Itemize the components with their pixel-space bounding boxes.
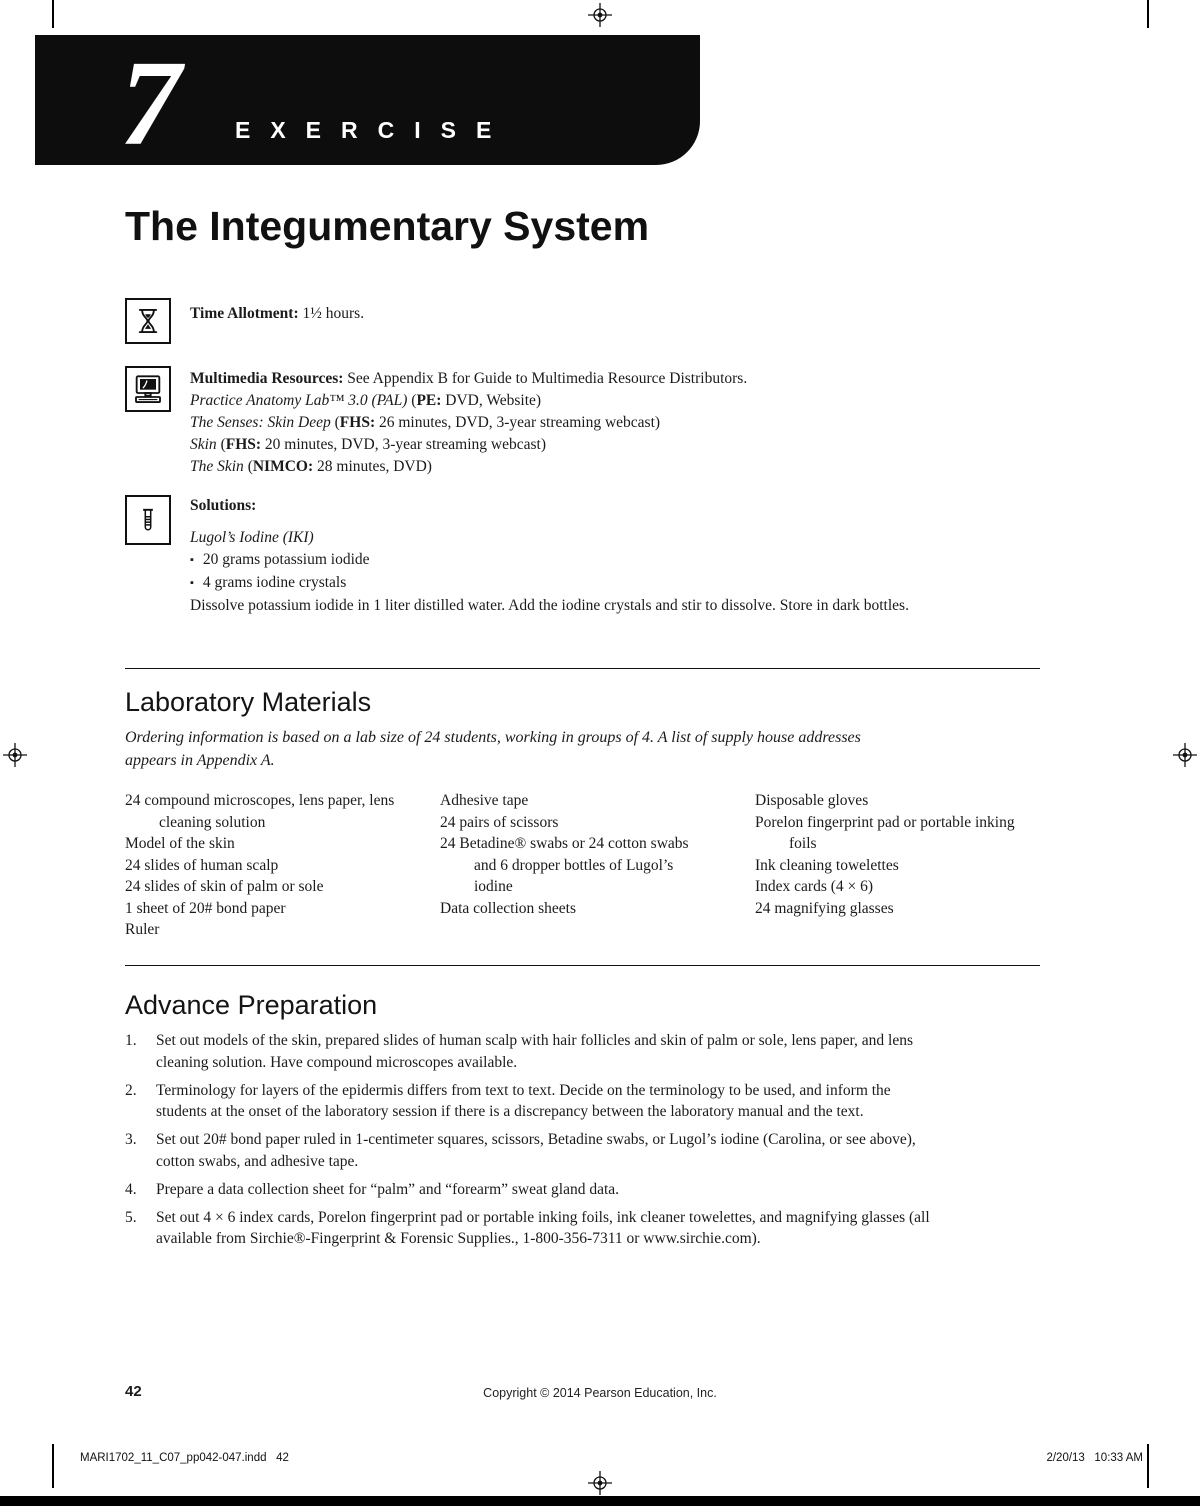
page-number: 42 — [125, 1383, 142, 1400]
section-divider — [125, 965, 1040, 966]
advance-step — [125, 1030, 932, 1073]
material-item: Porelon fingerprint pad or portable inking foils — [755, 813, 1015, 852]
step-number: 4. — [125, 1180, 137, 1198]
media-detail: ( — [330, 414, 340, 431]
media-detail: 26 minutes, DVD, 3-year streaming webcast) — [375, 414, 661, 431]
registration-mark-icon — [587, 1470, 613, 1496]
ingredient-text: 20 grams potassium iodide — [202, 551, 370, 568]
media-distributor: FHS: — [339, 414, 376, 431]
advance-preparation-heading: Advance Preparation — [125, 990, 378, 1020]
solution-recipe-title-line — [190, 527, 935, 549]
exercise-number: 7 — [120, 36, 181, 171]
step-text: Set out models of the skin, prepared slides of human scalp with hair follicles and skin of palm or sole, lens paper, and lens cleaning solution. Have compound microscopes available. — [156, 1032, 913, 1071]
print-file-info: MARI1702_11_C07_pp042-047.indd 42 — [80, 1452, 289, 1464]
crop-mark — [1147, 1444, 1149, 1488]
registration-mark-icon — [1172, 742, 1198, 768]
material-item: 24 magnifying glasses — [755, 899, 894, 917]
bullet-icon — [190, 551, 203, 568]
media-detail: ( — [216, 436, 226, 453]
step-number: 2. — [125, 1081, 137, 1099]
material-item: 24 slides of human scalp — [125, 856, 279, 874]
media-detail: ( — [407, 392, 417, 409]
test-tube-icon — [135, 502, 161, 538]
material-item: 24 Betadine® swabs or 24 cotton swabs and 6 dropper bottles of Lugol’s iodine — [440, 835, 689, 895]
media-detail: 28 minutes, DVD) — [313, 458, 432, 475]
materials-column-3 — [755, 790, 1055, 941]
page-title: The Integumentary System — [125, 203, 650, 249]
crop-mark — [1147, 0, 1149, 28]
print-datetime: 2/20/13 10:33 AM — [1046, 1452, 1143, 1464]
media-distributor: PE: — [416, 392, 442, 409]
media-title: The Senses: Skin Deep — [190, 414, 331, 431]
bullet-icon — [190, 574, 203, 591]
time-allotment-value: 1½ hours. — [302, 305, 365, 322]
solutions-label: Solutions: — [190, 497, 257, 514]
media-resource-line — [190, 412, 930, 434]
materials-list — [125, 790, 1055, 941]
media-resource-line — [190, 456, 930, 478]
step-text: Set out 4 × 6 index cards, Porelon fingerprint pad or portable inking foils, ink cleaner towelettes, and magnifying glasses (all available from Sirchie®-Fingerprint & Forensic Supplies., 1-800-356-7311 or www.sirchie.com). — [156, 1208, 930, 1247]
time-allotment-section — [190, 303, 930, 325]
materials-heading: Laboratory Materials — [125, 687, 372, 717]
section-divider — [125, 668, 1040, 669]
registration-mark-icon — [2, 742, 28, 768]
material-item: Adhesive tape — [440, 792, 529, 809]
multimedia-icon-box — [125, 366, 171, 412]
material-item: Disposable gloves — [755, 792, 869, 809]
exercise-banner — [35, 35, 700, 171]
time-allotment-label: Time Allotment: — [190, 305, 299, 322]
step-text: Prepare a data collection sheet for “palm” and “forearm” sweat gland data. — [156, 1180, 620, 1198]
material-item: Ink cleaning towelettes — [755, 856, 899, 874]
material-item: Index cards (4 × 6) — [755, 878, 874, 895]
material-item: 1 sheet of 20# bond paper — [125, 899, 286, 917]
media-distributor: NIMCO: — [252, 458, 314, 475]
hourglass-icon — [134, 304, 162, 338]
solution-ingredient — [190, 549, 935, 572]
crop-mark — [52, 0, 54, 28]
advance-step — [125, 1207, 932, 1250]
solutions-section — [190, 495, 935, 617]
materials-column-2 — [440, 790, 755, 941]
step-number: 3. — [125, 1131, 137, 1148]
solution-ingredient — [190, 572, 935, 595]
media-title: The Skin — [190, 458, 244, 475]
multimedia-label: Multimedia Resources: — [190, 370, 344, 387]
multimedia-intro-line — [190, 368, 930, 390]
media-detail: ( — [243, 458, 253, 475]
solution-instructions: Dissolve potassium iodide in 1 liter distilled water. Add the iodine crystals and stir to dissolve. Store in dark bottles. — [190, 597, 909, 614]
registration-mark-icon — [587, 2, 613, 28]
crop-mark — [52, 1444, 54, 1488]
copyright-notice: Copyright © 2014 Pearson Education, Inc. — [483, 1386, 717, 1400]
multimedia-intro: See Appendix B for Guide to Multimedia Resource Distributors. — [347, 370, 748, 387]
step-number: 1. — [125, 1032, 137, 1049]
materials-intro: Ordering information is based on a lab size of 24 students, working in groups of 4. A list of supply house addresses appears in Appendix A. — [125, 729, 861, 769]
media-title: Skin — [190, 436, 217, 453]
advance-step — [125, 1129, 932, 1172]
ingredient-text: 4 grams iodine crystals — [202, 574, 347, 591]
solutions-label-line — [190, 495, 935, 517]
exercise-label: EXERCISE — [235, 117, 512, 143]
media-detail: 20 minutes, DVD, 3-year streaming webcast) — [261, 436, 546, 453]
material-item: 24 pairs of scissors — [440, 813, 559, 831]
material-item: Ruler — [125, 921, 160, 938]
solution-recipe-title: Lugol’s Iodine (IKI) — [190, 529, 314, 546]
advance-step — [125, 1080, 932, 1123]
materials-column-1 — [125, 790, 440, 941]
media-detail: DVD, Website) — [441, 392, 542, 409]
material-item: Data collection sheets — [440, 899, 577, 917]
media-resource-line — [190, 390, 930, 412]
multimedia-section — [190, 368, 930, 478]
step-number: 5. — [125, 1208, 137, 1226]
material-item: 24 slides of skin of palm or sole — [125, 878, 324, 895]
media-distributor: FHS: — [225, 436, 262, 453]
print-edge-bar — [0, 1496, 1200, 1506]
step-text: Terminology for layers of the epidermis differs from text to text. Decide on the terminology to be used, and inform the students at the onset of the laboratory session if there is a discrepancy between the laboratory manual and the text. — [156, 1081, 891, 1120]
solutions-icon-box — [125, 495, 171, 545]
advance-preparation-list — [125, 1030, 932, 1256]
advance-step — [125, 1179, 932, 1201]
material-item: Model of the skin — [125, 835, 235, 852]
computer-icon — [132, 373, 164, 405]
material-item: 24 compound microscopes, lens paper, lens cleaning solution — [125, 792, 395, 831]
media-title: Practice Anatomy Lab™ 3.0 (PAL) — [190, 392, 408, 409]
media-resource-line — [190, 434, 930, 456]
time-icon-box — [125, 298, 171, 344]
step-text: Set out 20# bond paper ruled in 1-centimeter squares, scissors, Betadine swabs, or Lugol’s iodine (Carolina, or see above), cotton swabs, and adhesive tape. — [156, 1131, 916, 1170]
